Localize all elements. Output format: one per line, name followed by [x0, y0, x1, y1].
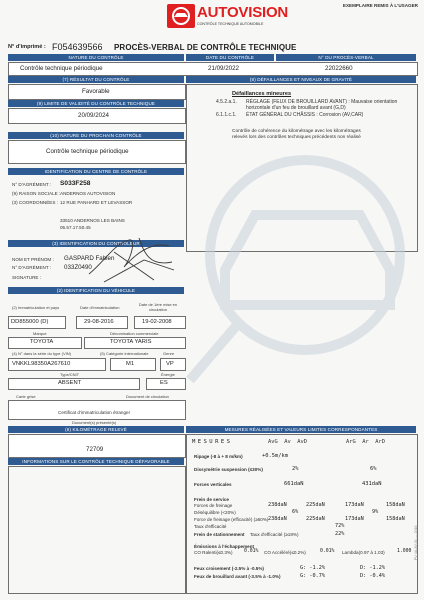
defaillance-item: 6.1.1.c.1. ÉTAT GÉNÉRAL DU CHÂSSIS : Corrosion (AV,CAR) [216, 111, 364, 118]
centre-raison-label: (9) RAISON SOCIALE : [12, 191, 61, 196]
ffm-arg: 173daN [345, 516, 364, 522]
ff-avg: 238daN [268, 502, 287, 508]
infos-header: INFORMATIONS SUR LE CONTRÔLE TECHNIQUE DÉFAVORABLE [8, 458, 184, 465]
form-reference: PV 4A-AV-01 — 2016 [414, 525, 418, 560]
dissy-susp-ar: 6% [370, 466, 377, 472]
vehicule-marque-label: Marque [33, 331, 47, 336]
vehicule-type: ABSENT [58, 380, 82, 386]
ffm-avg: 238daN [268, 516, 287, 522]
vehicule-carte-label: Carte grise [16, 394, 36, 399]
taux-eff-value: 72% [335, 523, 345, 529]
centre-addr1: 12 RUE PANHARD ET LEVASSOR [60, 200, 133, 205]
resultat-header: (7) RÉSULTAT DU CONTRÔLE [8, 76, 184, 83]
vehicule-immat: DD855000 (D) [11, 319, 49, 325]
vehicule-genre-label: Genre [163, 351, 175, 356]
vehicule-date2-label: Date de 1ère mise en circulation [138, 302, 178, 312]
controleur-agr-value: 033Z0490 [64, 264, 92, 271]
controleur-header: (3) IDENTIFICATION DU CONTRÔLEUR [8, 240, 184, 247]
vehicule-vin: VNKKL98350A267610 [12, 361, 71, 367]
mesures-col-av: AvG Av AvD [268, 439, 307, 445]
vehicule-denom: TOYOTA YARIS [110, 339, 152, 345]
vehicule-date2: 19-02-2008 [142, 319, 172, 325]
taux-eff-label: Taux d'efficacité [194, 524, 227, 529]
date-header: DATE DU CONTRÔLE [186, 54, 274, 61]
forces-verticales-label: Forces verticales [194, 482, 232, 487]
co-ralenti-value: 0.01% [244, 549, 259, 554]
deseq-label: Déséquilibre (<20%) [194, 510, 236, 515]
ff-ard: 158daN [386, 502, 405, 508]
defaillances-list [216, 99, 411, 118]
vehicule-denom-label: Dénomination commerciale [110, 331, 159, 336]
dissy-susp-av: 2% [292, 466, 299, 472]
vehicule-presente-label: Document(s) présenté(s) [72, 420, 117, 425]
infos-box [8, 466, 186, 594]
deseq-ar: 9% [372, 509, 379, 515]
print-number: F054639566 [52, 42, 103, 52]
vehicule-date1-label: Date d'immatriculation [80, 305, 120, 310]
defaillances-title: Défaillances mineures [232, 91, 292, 97]
vehicule-energie-label: Énergie [161, 372, 175, 377]
vehicule-vin-label: (4) N° dans la série du type (VIN) [12, 351, 71, 356]
autovision-watermark-icon [185, 120, 415, 430]
ffm-ard: 158daN [386, 516, 405, 522]
forces-freinage-label: Forces de freinage [194, 503, 233, 508]
resultat-value: Favorable [82, 88, 110, 95]
centre-addr2: 33510 ANDERNOS LES BAINS [60, 218, 125, 223]
vehicule-certif: Certificat d'immatriculation étranger [58, 410, 131, 415]
nature-value: Contrôle technique périodique [20, 65, 103, 72]
pv-value: 22022660 [325, 65, 353, 72]
fc-g: G: -1.2% [300, 565, 325, 571]
fv-ar: 431daN [362, 481, 382, 487]
centre-agrement-label: N° D'AGRÉMENT : [12, 182, 52, 187]
car-logo-icon [167, 4, 195, 28]
copy-notice: EXEMPLAIRE REMIS À L'USAGER [342, 3, 418, 8]
ff-avd: 225daN [306, 502, 325, 508]
prochain-value: Contrôle technique périodique [46, 148, 129, 155]
frein-stat-label: Frein de stationnement [194, 532, 245, 537]
limite-header: (9) LIMITE DE VALIDITÉ DU CONTRÔLE TECHNIQUE [8, 100, 184, 107]
controleur-nom-value: GASPARD Fabien [64, 255, 115, 262]
date-value: 21/09/2022 [208, 65, 239, 72]
feux-croisement-label: Feux croisement (-2.5% à -0.5%) [194, 566, 264, 571]
fb-d: D: -0.4% [360, 573, 385, 579]
force-freinage-max-label: Force de freinage (efficacité) (≥50%) [194, 517, 269, 522]
centre-header: IDENTIFICATION DU CENTRE DE CONTRÔLE [8, 168, 184, 175]
vehicule-date1: 29-08-2016 [84, 319, 114, 325]
mesures-header: MESURES RÉALISÉES ET VALEURS LIMITES CORRESPONDANTES [186, 426, 416, 433]
ff-arg: 173daN [345, 502, 364, 508]
mesures-title: MESURES [192, 439, 233, 445]
dissy-susp-label: Dissymétrie suspension (≤30%) [194, 467, 263, 472]
signature-stamp-icon [84, 232, 179, 287]
frein-service-label: Frein de service [194, 497, 229, 502]
pv-header: N° DU PROCÈS-VERBAL [276, 54, 416, 61]
controleur-sig-label: SIGNATURE : [12, 275, 42, 280]
fb-g: G: -0.7% [300, 573, 325, 579]
defaillances-header: (8) DÉFAILLANCES ET NIVEAUX DE GRAVITÉ [186, 76, 416, 83]
taux-stat-label: Taux d'efficacité (≥18%) [250, 532, 299, 537]
lambda-value: 1.000 [397, 549, 412, 554]
vehicule-header: (2) IDENTIFICATION DU VÉHICULE [8, 287, 184, 294]
feux-brouillard-label: Feux de brouillard avant (-3.5% à -1.0%) [194, 574, 281, 579]
controleur-agr-label: N° D'AGRÉMENT : [12, 265, 52, 270]
brand-subtitle: CONTRÔLE TECHNIQUE AUTOMOBILE [197, 22, 264, 26]
vehicule-energie: ES [160, 380, 168, 386]
centre-agrement-value: S033F258 [60, 180, 91, 187]
deseq-av: 6% [292, 509, 299, 515]
autovision-logo [167, 2, 289, 32]
limite-value: 20/09/2024 [78, 112, 109, 119]
nature-header: NATURE DU CONTRÔLE [8, 54, 184, 61]
vehicule-immat-label: (2) Immatriculation et pays [12, 305, 60, 310]
ffm-avd: 225daN [306, 516, 325, 522]
vehicule-type-label: Type/CNIT [60, 372, 80, 377]
vehicule-cat: M1 [126, 361, 135, 367]
co-acc-value: 0.01% [320, 549, 335, 554]
centre-raison-value: ANDERNOS AUTOVISION [60, 191, 116, 196]
document-title: PROCÈS-VERBAL DE CONTRÔLE TECHNIQUE [114, 43, 297, 52]
fv-av: 661daN [284, 481, 304, 487]
vehicule-circ-label: Document de circulation [126, 394, 169, 399]
defaillance-item: 4.5.2.a.1. RÉGLAGE (FEUX DE BROUILLARD AVANT) : Mauvaise orientation [216, 99, 398, 105]
defaillance-item: horizontale d'un feu de brouillard avant (G,D) [246, 105, 346, 112]
co-acc-label: CO Accéléré(≤0.2%) [264, 550, 306, 555]
lambda-label: Lambda(0.97 à 1.03) [342, 550, 385, 555]
vehicule-marque: TOYOTA [30, 339, 54, 345]
mesures-col-ar: ArG Ar ArD [346, 439, 385, 445]
prochain-header: (10) NATURE DU PROCHAIN CONTRÔLE [8, 132, 184, 139]
brand-name: AUTOVISION [197, 4, 289, 21]
centre-phone: 05.57.17.50.45 [60, 225, 91, 230]
co-ralenti-label: CO Ralenti(≤0.3%) [194, 550, 233, 555]
vehicule-genre: VP [166, 361, 174, 367]
taux-stat-value: 22% [335, 531, 345, 537]
kilometrage-header: (6) KILOMÉTRAGE RELEVÉ [8, 426, 184, 433]
vehicule-cat-label: (5) Catégorie internationale [100, 351, 149, 356]
centre-coord-label: (3) COORDONNÉES : [12, 200, 58, 205]
kilometrage-note: Contrôle de cohérence du kilométrage avec les kilométrages relevés lors des contrôles techniques précédents non réalisé [232, 129, 361, 140]
emissions-label: Émissions à l'échappement [194, 544, 255, 549]
kilometrage-value: 72709 [86, 446, 104, 453]
ripage-value: +0.5m/km [262, 453, 288, 459]
controleur-nom-label: NOM ET PRÉNOM : [12, 257, 54, 262]
print-label: N° d'imprimé : [8, 44, 46, 50]
ripage-label: Ripage (-8 à + 8 m/km) [194, 454, 243, 459]
fc-d: D: -1.2% [360, 565, 385, 571]
